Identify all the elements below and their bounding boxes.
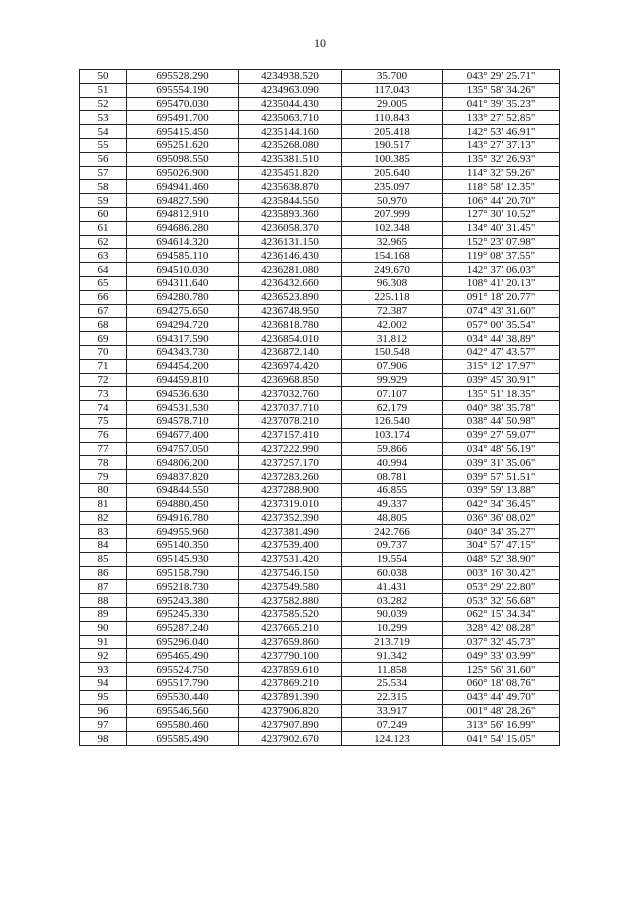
distance-cell: 03.282 bbox=[342, 594, 443, 608]
y-coordinate-cell: 4236131.150 bbox=[239, 235, 342, 249]
x-coordinate-cell: 694459.810 bbox=[127, 373, 239, 387]
table-row bbox=[80, 290, 560, 304]
distance-cell: 205.640 bbox=[342, 166, 443, 180]
table-row bbox=[80, 442, 560, 456]
point-number-cell: 71 bbox=[80, 359, 127, 373]
x-coordinate-cell: 695517.790 bbox=[127, 677, 239, 691]
y-coordinate-cell: 4237352.390 bbox=[239, 511, 342, 525]
point-number-cell: 96 bbox=[80, 704, 127, 718]
bearing-cell: 039° 59' 13.88" bbox=[443, 483, 560, 497]
table-row bbox=[80, 152, 560, 166]
table-row bbox=[80, 263, 560, 277]
table-row bbox=[80, 318, 560, 332]
distance-cell: 90.039 bbox=[342, 608, 443, 622]
bearing-cell: 039° 31' 35.06" bbox=[443, 456, 560, 470]
table-row bbox=[80, 359, 560, 373]
x-coordinate-cell: 694812.910 bbox=[127, 207, 239, 221]
bearing-cell: 127° 30' 10.52" bbox=[443, 207, 560, 221]
bearing-cell: 328° 42' 08.28" bbox=[443, 621, 560, 635]
distance-cell: 126.540 bbox=[342, 414, 443, 428]
bearing-cell: 038° 44' 50.98" bbox=[443, 414, 560, 428]
bearing-cell: 152° 23' 07.98" bbox=[443, 235, 560, 249]
bearing-cell: 001° 48' 28.26" bbox=[443, 704, 560, 718]
table-row bbox=[80, 649, 560, 663]
bearing-cell: 041° 39' 35.23" bbox=[443, 97, 560, 111]
distance-cell: 242.766 bbox=[342, 525, 443, 539]
bearing-cell: 143° 27' 37.13" bbox=[443, 138, 560, 152]
x-coordinate-cell: 694536.630 bbox=[127, 387, 239, 401]
point-number-cell: 76 bbox=[80, 428, 127, 442]
distance-cell: 213.719 bbox=[342, 635, 443, 649]
distance-cell: 103.174 bbox=[342, 428, 443, 442]
x-coordinate-cell: 694578.710 bbox=[127, 414, 239, 428]
table-row bbox=[80, 345, 560, 359]
bearing-cell: 304° 57' 47.15" bbox=[443, 539, 560, 553]
y-coordinate-cell: 4235268.080 bbox=[239, 138, 342, 152]
table-row bbox=[80, 470, 560, 484]
distance-cell: 41.431 bbox=[342, 580, 443, 594]
point-number-cell: 52 bbox=[80, 97, 127, 111]
bearing-cell: 119° 08' 37.55" bbox=[443, 249, 560, 263]
y-coordinate-cell: 4237582.880 bbox=[239, 594, 342, 608]
x-coordinate-cell: 695287.240 bbox=[127, 621, 239, 635]
table-row bbox=[80, 387, 560, 401]
x-coordinate-cell: 695528.290 bbox=[127, 70, 239, 84]
bearing-cell: 315° 12' 17.97" bbox=[443, 359, 560, 373]
distance-cell: 235.097 bbox=[342, 180, 443, 194]
bearing-cell: 039° 27' 59.07" bbox=[443, 428, 560, 442]
x-coordinate-cell: 694311.640 bbox=[127, 276, 239, 290]
point-number-cell: 61 bbox=[80, 221, 127, 235]
y-coordinate-cell: 4237549.580 bbox=[239, 580, 342, 594]
table-row bbox=[80, 580, 560, 594]
table-row bbox=[80, 539, 560, 553]
point-number-cell: 55 bbox=[80, 138, 127, 152]
point-number-cell: 59 bbox=[80, 194, 127, 208]
point-number-cell: 64 bbox=[80, 263, 127, 277]
point-number-cell: 57 bbox=[80, 166, 127, 180]
y-coordinate-cell: 4237859.610 bbox=[239, 663, 342, 677]
y-coordinate-cell: 4236058.370 bbox=[239, 221, 342, 235]
distance-cell: 205.418 bbox=[342, 125, 443, 139]
table-row bbox=[80, 235, 560, 249]
distance-cell: 31.812 bbox=[342, 332, 443, 346]
bearing-cell: 118° 58' 12.35" bbox=[443, 180, 560, 194]
point-number-cell: 75 bbox=[80, 414, 127, 428]
distance-cell: 100.385 bbox=[342, 152, 443, 166]
bearing-cell: 043° 29' 25.71" bbox=[443, 70, 560, 84]
distance-cell: 32.965 bbox=[342, 235, 443, 249]
bearing-cell: 041° 54' 15.05" bbox=[443, 732, 560, 746]
page-number: 10 bbox=[314, 36, 326, 50]
point-number-cell: 97 bbox=[80, 718, 127, 732]
point-number-cell: 89 bbox=[80, 608, 127, 622]
point-number-cell: 56 bbox=[80, 152, 127, 166]
table-row bbox=[80, 207, 560, 221]
bearing-cell: 135° 32' 26.93" bbox=[443, 152, 560, 166]
x-coordinate-cell: 694757.050 bbox=[127, 442, 239, 456]
x-coordinate-cell: 695145.930 bbox=[127, 552, 239, 566]
table-row bbox=[80, 635, 560, 649]
distance-cell: 08.781 bbox=[342, 470, 443, 484]
x-coordinate-cell: 695465.490 bbox=[127, 649, 239, 663]
x-coordinate-cell: 695243.380 bbox=[127, 594, 239, 608]
x-coordinate-cell: 695098.550 bbox=[127, 152, 239, 166]
table-row bbox=[80, 511, 560, 525]
x-coordinate-cell: 695245.330 bbox=[127, 608, 239, 622]
x-coordinate-cell: 694294.720 bbox=[127, 318, 239, 332]
x-coordinate-cell: 694941.460 bbox=[127, 180, 239, 194]
x-coordinate-cell: 695585.490 bbox=[127, 732, 239, 746]
bearing-cell: 135° 51' 18.35" bbox=[443, 387, 560, 401]
y-coordinate-cell: 4235144.160 bbox=[239, 125, 342, 139]
table-row bbox=[80, 414, 560, 428]
bearing-cell: 003° 16' 30.42" bbox=[443, 566, 560, 580]
distance-cell: 110.843 bbox=[342, 111, 443, 125]
point-number-cell: 65 bbox=[80, 276, 127, 290]
x-coordinate-cell: 695140.350 bbox=[127, 539, 239, 553]
bearing-cell: 037° 32' 45.73" bbox=[443, 635, 560, 649]
y-coordinate-cell: 4237283.260 bbox=[239, 470, 342, 484]
distance-cell: 49.337 bbox=[342, 497, 443, 511]
table-row bbox=[80, 552, 560, 566]
bearing-cell: 053° 32' 56.68" bbox=[443, 594, 560, 608]
distance-cell: 207.999 bbox=[342, 207, 443, 221]
x-coordinate-cell: 694510.030 bbox=[127, 263, 239, 277]
y-coordinate-cell: 4237585.520 bbox=[239, 608, 342, 622]
x-coordinate-cell: 694844.550 bbox=[127, 483, 239, 497]
bearing-cell: 040° 38' 35.78" bbox=[443, 401, 560, 415]
table-row bbox=[80, 621, 560, 635]
y-coordinate-cell: 4236432.660 bbox=[239, 276, 342, 290]
y-coordinate-cell: 4235451.820 bbox=[239, 166, 342, 180]
table-row bbox=[80, 497, 560, 511]
y-coordinate-cell: 4237790.100 bbox=[239, 649, 342, 663]
x-coordinate-cell: 694317.590 bbox=[127, 332, 239, 346]
point-number-cell: 88 bbox=[80, 594, 127, 608]
bearing-cell: 133° 27' 52.85" bbox=[443, 111, 560, 125]
bearing-cell: 040° 34' 35.27" bbox=[443, 525, 560, 539]
point-number-cell: 70 bbox=[80, 345, 127, 359]
point-number-cell: 82 bbox=[80, 511, 127, 525]
bearing-cell: 114° 32' 59.26" bbox=[443, 166, 560, 180]
y-coordinate-cell: 4234938.520 bbox=[239, 70, 342, 84]
table-row bbox=[80, 304, 560, 318]
x-coordinate-cell: 694454.200 bbox=[127, 359, 239, 373]
distance-cell: 07.249 bbox=[342, 718, 443, 732]
point-number-cell: 66 bbox=[80, 290, 127, 304]
y-coordinate-cell: 4237319.010 bbox=[239, 497, 342, 511]
point-number-cell: 87 bbox=[80, 580, 127, 594]
x-coordinate-cell: 695491.700 bbox=[127, 111, 239, 125]
x-coordinate-cell: 695026.900 bbox=[127, 166, 239, 180]
y-coordinate-cell: 4237257.170 bbox=[239, 456, 342, 470]
distance-cell: 96.308 bbox=[342, 276, 443, 290]
y-coordinate-cell: 4237546.150 bbox=[239, 566, 342, 580]
y-coordinate-cell: 4236748.950 bbox=[239, 304, 342, 318]
y-coordinate-cell: 4237902.670 bbox=[239, 732, 342, 746]
point-number-cell: 72 bbox=[80, 373, 127, 387]
distance-cell: 35.700 bbox=[342, 70, 443, 84]
distance-cell: 40.994 bbox=[342, 456, 443, 470]
bearing-cell: 039° 57' 51.51" bbox=[443, 470, 560, 484]
y-coordinate-cell: 4235063.710 bbox=[239, 111, 342, 125]
distance-cell: 60.038 bbox=[342, 566, 443, 580]
bearing-cell: 062° 15' 34.34" bbox=[443, 608, 560, 622]
y-coordinate-cell: 4237157.410 bbox=[239, 428, 342, 442]
distance-cell: 19.554 bbox=[342, 552, 443, 566]
point-number-cell: 93 bbox=[80, 663, 127, 677]
table-row bbox=[80, 111, 560, 125]
table-row bbox=[80, 249, 560, 263]
y-coordinate-cell: 4236872.140 bbox=[239, 345, 342, 359]
y-coordinate-cell: 4236974.420 bbox=[239, 359, 342, 373]
point-number-cell: 58 bbox=[80, 180, 127, 194]
point-number-cell: 68 bbox=[80, 318, 127, 332]
point-number-cell: 81 bbox=[80, 497, 127, 511]
distance-cell: 249.670 bbox=[342, 263, 443, 277]
distance-cell: 150.548 bbox=[342, 345, 443, 359]
table-row bbox=[80, 332, 560, 346]
x-coordinate-cell: 695296.040 bbox=[127, 635, 239, 649]
y-coordinate-cell: 4235638.870 bbox=[239, 180, 342, 194]
x-coordinate-cell: 695218.730 bbox=[127, 580, 239, 594]
x-coordinate-cell: 695530.440 bbox=[127, 690, 239, 704]
x-coordinate-cell: 694343.730 bbox=[127, 345, 239, 359]
point-number-cell: 91 bbox=[80, 635, 127, 649]
table-row bbox=[80, 125, 560, 139]
point-number-cell: 63 bbox=[80, 249, 127, 263]
point-number-cell: 79 bbox=[80, 470, 127, 484]
point-number-cell: 84 bbox=[80, 539, 127, 553]
x-coordinate-cell: 695158.790 bbox=[127, 566, 239, 580]
bearing-cell: 125° 56' 31.60" bbox=[443, 663, 560, 677]
distance-cell: 07.906 bbox=[342, 359, 443, 373]
x-coordinate-cell: 694827.590 bbox=[127, 194, 239, 208]
x-coordinate-cell: 694614.320 bbox=[127, 235, 239, 249]
distance-cell: 42.002 bbox=[342, 318, 443, 332]
table-row bbox=[80, 690, 560, 704]
table-row bbox=[80, 663, 560, 677]
bearing-cell: 049° 33' 03.99" bbox=[443, 649, 560, 663]
table-row bbox=[80, 566, 560, 580]
point-number-cell: 83 bbox=[80, 525, 127, 539]
bearing-cell: 142° 53' 46.91" bbox=[443, 125, 560, 139]
table-row bbox=[80, 456, 560, 470]
x-coordinate-cell: 694880.450 bbox=[127, 497, 239, 511]
table-row bbox=[80, 401, 560, 415]
y-coordinate-cell: 4235844.550 bbox=[239, 194, 342, 208]
point-number-cell: 67 bbox=[80, 304, 127, 318]
point-number-cell: 85 bbox=[80, 552, 127, 566]
distance-cell: 124.123 bbox=[342, 732, 443, 746]
point-number-cell: 53 bbox=[80, 111, 127, 125]
table-row bbox=[80, 483, 560, 497]
y-coordinate-cell: 4237659.860 bbox=[239, 635, 342, 649]
y-coordinate-cell: 4237665.210 bbox=[239, 621, 342, 635]
coordinates-table-body bbox=[80, 70, 560, 746]
y-coordinate-cell: 4236854.010 bbox=[239, 332, 342, 346]
table-row bbox=[80, 276, 560, 290]
y-coordinate-cell: 4236146.430 bbox=[239, 249, 342, 263]
bearing-cell: 034° 44' 38.89" bbox=[443, 332, 560, 346]
x-coordinate-cell: 695546.560 bbox=[127, 704, 239, 718]
table-row bbox=[80, 704, 560, 718]
y-coordinate-cell: 4236968.850 bbox=[239, 373, 342, 387]
y-coordinate-cell: 4237531.420 bbox=[239, 552, 342, 566]
point-number-cell: 51 bbox=[80, 83, 127, 97]
bearing-cell: 043° 44' 49.70" bbox=[443, 690, 560, 704]
x-coordinate-cell: 694916.780 bbox=[127, 511, 239, 525]
y-coordinate-cell: 4236523.890 bbox=[239, 290, 342, 304]
distance-cell: 154.168 bbox=[342, 249, 443, 263]
y-coordinate-cell: 4237539.400 bbox=[239, 539, 342, 553]
bearing-cell: 053° 29' 22.80" bbox=[443, 580, 560, 594]
x-coordinate-cell: 695415.450 bbox=[127, 125, 239, 139]
y-coordinate-cell: 4236818.780 bbox=[239, 318, 342, 332]
distance-cell: 190.517 bbox=[342, 138, 443, 152]
distance-cell: 117.043 bbox=[342, 83, 443, 97]
y-coordinate-cell: 4235044.430 bbox=[239, 97, 342, 111]
bearing-cell: 108° 41' 20.13" bbox=[443, 276, 560, 290]
bearing-cell: 042° 47' 43.57" bbox=[443, 345, 560, 359]
y-coordinate-cell: 4237906.820 bbox=[239, 704, 342, 718]
x-coordinate-cell: 694275.650 bbox=[127, 304, 239, 318]
point-number-cell: 95 bbox=[80, 690, 127, 704]
x-coordinate-cell: 694955.960 bbox=[127, 525, 239, 539]
y-coordinate-cell: 4237078.210 bbox=[239, 414, 342, 428]
bearing-cell: 313° 56' 16.99" bbox=[443, 718, 560, 732]
distance-cell: 07.107 bbox=[342, 387, 443, 401]
distance-cell: 25.534 bbox=[342, 677, 443, 691]
point-number-cell: 78 bbox=[80, 456, 127, 470]
y-coordinate-cell: 4236281.080 bbox=[239, 263, 342, 277]
table-row bbox=[80, 194, 560, 208]
point-number-cell: 90 bbox=[80, 621, 127, 635]
point-number-cell: 92 bbox=[80, 649, 127, 663]
x-coordinate-cell: 695554.190 bbox=[127, 83, 239, 97]
y-coordinate-cell: 4237907.890 bbox=[239, 718, 342, 732]
coordinates-table bbox=[79, 69, 560, 746]
distance-cell: 11.858 bbox=[342, 663, 443, 677]
x-coordinate-cell: 694686.280 bbox=[127, 221, 239, 235]
distance-cell: 09.737 bbox=[342, 539, 443, 553]
x-coordinate-cell: 694280.780 bbox=[127, 290, 239, 304]
bearing-cell: 039° 45' 30.91" bbox=[443, 373, 560, 387]
table-row bbox=[80, 97, 560, 111]
x-coordinate-cell: 694806.200 bbox=[127, 456, 239, 470]
y-coordinate-cell: 4237037.710 bbox=[239, 401, 342, 415]
y-coordinate-cell: 4237032.760 bbox=[239, 387, 342, 401]
distance-cell: 59.866 bbox=[342, 442, 443, 456]
table-row bbox=[80, 166, 560, 180]
distance-cell: 91.342 bbox=[342, 649, 443, 663]
point-number-cell: 73 bbox=[80, 387, 127, 401]
y-coordinate-cell: 4237288.900 bbox=[239, 483, 342, 497]
y-coordinate-cell: 4237891.390 bbox=[239, 690, 342, 704]
table-row bbox=[80, 70, 560, 84]
table-row bbox=[80, 718, 560, 732]
y-coordinate-cell: 4235381.510 bbox=[239, 152, 342, 166]
table-row bbox=[80, 608, 560, 622]
x-coordinate-cell: 694585.110 bbox=[127, 249, 239, 263]
y-coordinate-cell: 4237869.210 bbox=[239, 677, 342, 691]
x-coordinate-cell: 694677.400 bbox=[127, 428, 239, 442]
table-row bbox=[80, 83, 560, 97]
distance-cell: 72.387 bbox=[342, 304, 443, 318]
point-number-cell: 98 bbox=[80, 732, 127, 746]
x-coordinate-cell: 694837.820 bbox=[127, 470, 239, 484]
table-row bbox=[80, 525, 560, 539]
point-number-cell: 54 bbox=[80, 125, 127, 139]
x-coordinate-cell: 695470.030 bbox=[127, 97, 239, 111]
distance-cell: 22.315 bbox=[342, 690, 443, 704]
table-row bbox=[80, 138, 560, 152]
distance-cell: 48.805 bbox=[342, 511, 443, 525]
distance-cell: 102.348 bbox=[342, 221, 443, 235]
x-coordinate-cell: 695524.750 bbox=[127, 663, 239, 677]
bearing-cell: 135° 58' 34.26" bbox=[443, 83, 560, 97]
distance-cell: 99.929 bbox=[342, 373, 443, 387]
point-number-cell: 74 bbox=[80, 401, 127, 415]
bearing-cell: 036° 36' 08.02" bbox=[443, 511, 560, 525]
x-coordinate-cell: 695251.620 bbox=[127, 138, 239, 152]
point-number-cell: 60 bbox=[80, 207, 127, 221]
point-number-cell: 94 bbox=[80, 677, 127, 691]
bearing-cell: 091° 18' 20.77" bbox=[443, 290, 560, 304]
distance-cell: 62.179 bbox=[342, 401, 443, 415]
x-coordinate-cell: 695580.460 bbox=[127, 718, 239, 732]
y-coordinate-cell: 4237222.990 bbox=[239, 442, 342, 456]
point-number-cell: 69 bbox=[80, 332, 127, 346]
table-row bbox=[80, 221, 560, 235]
point-number-cell: 86 bbox=[80, 566, 127, 580]
point-number-cell: 80 bbox=[80, 483, 127, 497]
bearing-cell: 042° 34' 36.45" bbox=[443, 497, 560, 511]
bearing-cell: 048° 52' 38.90" bbox=[443, 552, 560, 566]
distance-cell: 33.917 bbox=[342, 704, 443, 718]
bearing-cell: 034° 48' 56.19" bbox=[443, 442, 560, 456]
distance-cell: 10.299 bbox=[342, 621, 443, 635]
point-number-cell: 62 bbox=[80, 235, 127, 249]
table-row bbox=[80, 677, 560, 691]
distance-cell: 50.970 bbox=[342, 194, 443, 208]
bearing-cell: 057° 00' 35.54" bbox=[443, 318, 560, 332]
y-coordinate-cell: 4234963.090 bbox=[239, 83, 342, 97]
distance-cell: 29.005 bbox=[342, 97, 443, 111]
table-row bbox=[80, 180, 560, 194]
bearing-cell: 060° 18' 08.76" bbox=[443, 677, 560, 691]
table-row bbox=[80, 373, 560, 387]
bearing-cell: 106° 44' 20.70" bbox=[443, 194, 560, 208]
bearing-cell: 142° 37' 06.03" bbox=[443, 263, 560, 277]
y-coordinate-cell: 4235893.360 bbox=[239, 207, 342, 221]
bearing-cell: 074° 43' 31.60" bbox=[443, 304, 560, 318]
table-row bbox=[80, 732, 560, 746]
table-row bbox=[80, 428, 560, 442]
y-coordinate-cell: 4237381.490 bbox=[239, 525, 342, 539]
x-coordinate-cell: 694531.530 bbox=[127, 401, 239, 415]
table-row bbox=[80, 594, 560, 608]
distance-cell: 225.118 bbox=[342, 290, 443, 304]
distance-cell: 46.855 bbox=[342, 483, 443, 497]
point-number-cell: 50 bbox=[80, 70, 127, 84]
point-number-cell: 77 bbox=[80, 442, 127, 456]
bearing-cell: 134° 40' 31.45" bbox=[443, 221, 560, 235]
